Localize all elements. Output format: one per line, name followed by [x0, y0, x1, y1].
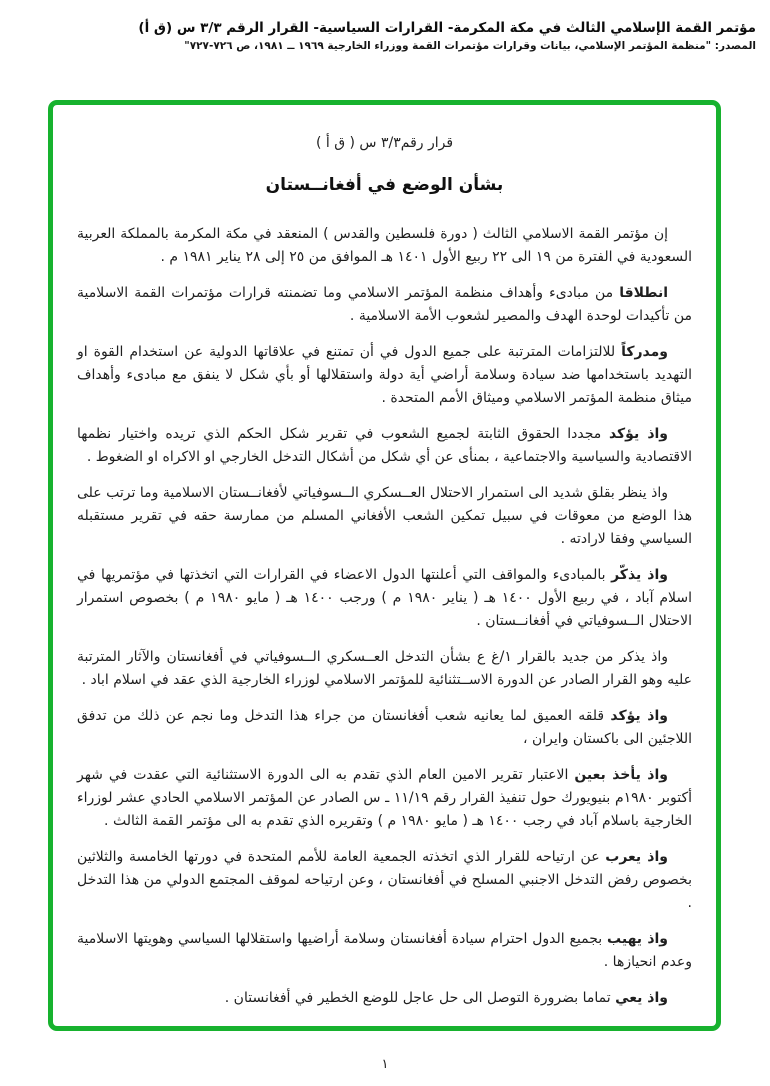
paragraph: [77, 564, 692, 633]
paragraph-text: من مبادىء وأهداف منظمة المؤتمر الاسلامي وما تضمنته قرارات مؤتمرات القمة الاسلامية من تأكيدات لوحدة الهدف والمصير لشعوب الأمة الاسلامية .: [77, 285, 692, 324]
paragraph-lead: واذ يؤكد: [610, 708, 668, 724]
paragraph: [77, 223, 692, 269]
document-frame: [48, 100, 721, 1031]
paragraph-text: واذ ينظر بقلق شديد الى استمرار الاحتلال العــسكري الــسوفياتي لأفغانــستان الاسلامية وما ترتب على هذا الوضع من معوقات في سبيل تمكين الشعب الأفغاني المسلم من ممارسة حقه في تقرير مستقبله السياسي وفقا لارادته .: [77, 485, 692, 547]
paragraph-lead: واذ يذكّر: [611, 567, 668, 583]
paragraph-text: إن مؤتمر القمة الاسلامي الثالث ( دورة فلسطين والقدس ) المنعقد في مكة المكرمة بالمملكة العربية السعودية في الفترة من ١٩ الى ٢٢ ربيع الأول ١٤٠١ هـ الموافق من ٢٥ إلى ٢٨ يناير ١٩٨١ م .: [77, 226, 692, 265]
paragraph-text: مجددا الحقوق الثابتة لجميع الشعوب في تقرير شكل الحكم الذي تريده واختيار نظمها الاقتصادية والسياسية والاجتماعية ، بمنأى عن أي شكل من أشكال التدخل الخارجي او الاكراه او الضغوط .: [77, 426, 692, 465]
paragraph-text: الاعتبار تقرير الامين العام الذي تقدم به الى الدورة الاستثنائية التي عقدت في شهر أكتوبر ١٩٨٠م بنيويورك حول تنفيذ القرار رقم ١١/١٩ ـ س الصادر عن المؤتمر الاسلامي الحادي عشر لوزراء الخارجية باسلام آباد في رجب ١٤٠٠ هـ ( مايو ١٩٨٠ م ) وتقريره الذي تقدم به الى مؤتمر القمة الثالث .: [77, 767, 693, 829]
paragraph: [77, 764, 692, 833]
paragraph-text: تماما بضرورة التوصل الى حل عاجل للوضع الخطير في أفغانستان .: [224, 990, 616, 1006]
document-content: [53, 105, 716, 1010]
paragraph-lead: واذ يعرب: [605, 849, 668, 865]
paragraph: [77, 846, 692, 915]
paragraph-lead: انطلاقا: [619, 285, 668, 301]
paragraph: [77, 646, 692, 692]
paragraph-text: واذ يذكر من جديد بالقرار ١/غ ع بشأن التدخل العــسكري الــسوفياتي في أفغانستان والآثار المترتبة عليه وهو القرار الصادر عن الدورة الاســتثنائية للمؤتمر الاسلامي لوزراء الخارجية الذي عقد في اسلام اباد .: [77, 649, 692, 688]
paragraph-lead: واذ يؤكد: [608, 426, 669, 442]
page-number: ١: [381, 1057, 389, 1072]
paragraph-text: بالمبادىء والمواقف التي أعلنتها الدول الاعضاء في القرارات التي اتخذتها في مؤتمريها في اسلام آباد ، في ربيع الأول ١٤٠٠ هـ ( يناير ١٩٨٠ م ) ورجب ١٤٠٠ هـ ( مايو ١٩٨٠ م ) بخصوص استمرار الاحتلال الــسوفياتي في أفغانــستان .: [77, 567, 692, 629]
header-source-line: المصدر: "منظمة المؤتمر الإسلامي، بيانات وقرارات مؤتمرات القمة ووزراء الخارجية ١٩٦٩ ــ ١٩٨١، ص ٧٢٦-٧٢٧": [184, 40, 756, 52]
paragraph: [77, 341, 692, 410]
paragraph-text: عن ارتياحه للقرار الذي اتخذته الجمعية العامة للأمم المتحدة في دورتها الخامسة والثلاثين بخصوص رفض التدخل الاجنبي المسلح في أفغانستان ، وعن ارتياحه لموقف المجتمع الدولي من هذا التدخل .: [77, 849, 692, 911]
paragraph: [77, 482, 692, 551]
page-header: [14, 20, 756, 52]
paragraph-lead: ومدركاً: [621, 344, 668, 360]
paragraph: [77, 928, 692, 974]
paragraph-text: قلقه العميق لما يعانيه شعب أفغانستان من جراء هذا التدخل وما نجم عن ذلك من تدفق اللاجئين الى باكستان وايران ،: [77, 708, 692, 747]
paragraph: [77, 987, 692, 1010]
resolution-number: قرار رقم٣/٣ س ( ق أ ): [315, 135, 454, 151]
paragraph-lead: واذ يأخذ بعين: [574, 767, 668, 783]
document-title: بشأن الوضع في أفغانــستان: [265, 175, 504, 195]
paragraph-lead: واذ يهيب: [607, 931, 669, 947]
header-title-line: مؤتمر القمة الإسلامي الثالث في مكة المكرمة- القرارات السياسية- القرار الرقم ٣/٣ س (ق أ): [138, 20, 756, 36]
paragraph: [77, 282, 692, 328]
paragraph-text: بجميع الدول احترام سيادة أفغانستان وسلامة أراضيها واستقلالها السياسي وهويتها الاسلامية وعدم انحيازها .: [77, 931, 692, 970]
paragraph: [77, 423, 692, 469]
paragraph-text: للالتزامات المترتبة على جميع الدول في أن تمتنع في علاقاتها الدولية عن استخدام القوة او التهديد باستخدامها ضد سيادة وسلامة أراضي أية دولة واستقلالها أو بأي شكل لا ينفق مع مبادىء وأهداف ميثاق منظمة المؤتمر الاسلامي وميثاق الأمم المتحدة .: [77, 344, 692, 406]
paragraph: [77, 705, 692, 751]
paragraph-lead: واذ يعي: [615, 990, 668, 1006]
